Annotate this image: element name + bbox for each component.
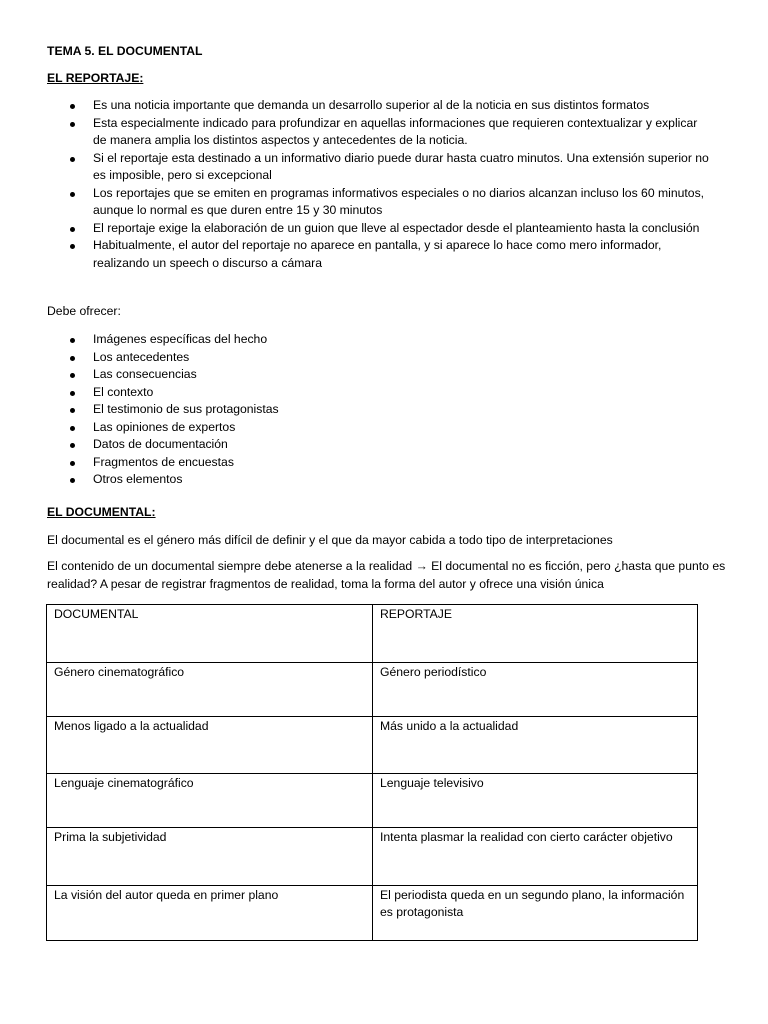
table-cell: La visión del autor queda en primer plano: [47, 886, 373, 941]
table-cell: Lenguaje cinematográfico: [47, 774, 373, 828]
table-cell: DOCUMENTAL: [47, 605, 373, 663]
table-cell: Género cinematográfico: [47, 663, 373, 717]
list-item: El reportaje exige la elaboración de un guion que lleve al espectador desde el planteamiento hasta la conclusión: [47, 220, 712, 238]
list-item: El contexto: [47, 384, 712, 402]
list-item: Datos de documentación: [47, 436, 712, 454]
table-cell: REPORTAJE: [373, 605, 698, 663]
list-item: Es una noticia importante que demanda un desarrollo superior al de la noticia en sus distintos formatos: [47, 97, 712, 115]
table-row: [47, 605, 698, 663]
document-title: TEMA 5. EL DOCUMENTAL: [47, 44, 203, 58]
reportaje-heading: EL REPORTAJE:: [47, 71, 144, 85]
list-item: El testimonio de sus protagonistas: [47, 401, 712, 419]
list-item: Los antecedentes: [47, 349, 712, 367]
table-cell: Prima la subjetividad: [47, 828, 373, 886]
list-item: Otros elementos: [47, 471, 712, 489]
documental-heading: EL DOCUMENTAL:: [47, 505, 156, 519]
list-item: Imágenes específicas del hecho: [47, 331, 712, 349]
list-item: Esta especialmente indicado para profundizar en aquellas informaciones que requieren contextualizar y explicar de manera amplia los distintos aspectos y antecedentes de la noticia.: [47, 115, 712, 150]
documental-paragraph-2: El contenido de un documental siempre debe atenerse a la realidad → El documental no es ficción, pero ¿hasta que punto es realidad? A pesar de registrar fragmentos de realidad, toma la forma del autor y ofrece una visión única: [47, 559, 726, 591]
table-cell: Lenguaje televisivo: [373, 774, 698, 828]
table-cell: Más unido a la actualidad: [373, 717, 698, 774]
table-row: [47, 717, 698, 774]
comparison-table: [46, 604, 698, 941]
list-item: Fragmentos de encuestas: [47, 454, 712, 472]
list-item: Si el reportaje esta destinado a un informativo diario puede durar hasta cuatro minutos. Una extensión superior no es imposible, pero si excepcional: [47, 150, 712, 185]
debe-ofrecer-label: Debe ofrecer:: [47, 304, 121, 318]
list-item: Las opiniones de expertos: [47, 419, 712, 437]
list-item: Habitualmente, el autor del reportaje no aparece en pantalla, y si aparece lo hace como mero informador, realizando un speech o discurso a cámara: [47, 237, 712, 272]
table-cell: Intenta plasmar la realidad con cierto carácter objetivo: [373, 828, 698, 886]
table-cell: El periodista queda en un segundo plano, la información es protagonista: [373, 886, 698, 941]
list-item: Las consecuencias: [47, 366, 712, 384]
list-item: Los reportajes que se emiten en programas informativos especiales o no diarios alcanzan incluso los 60 minutos, aunque lo normal es que duren entre 15 y 30 minutos: [47, 185, 712, 220]
reportaje-bullet-list: [47, 97, 712, 272]
table-row: [47, 886, 698, 941]
table-row: [47, 663, 698, 717]
table-row: [47, 828, 698, 886]
documental-paragraph-1: El documental es el género más difícil de definir y el que da mayor cabida a todo tipo de interpretaciones: [47, 533, 613, 547]
debe-ofrecer-list: [47, 331, 712, 489]
table-cell: Género periodístico: [373, 663, 698, 717]
table-row: [47, 774, 698, 828]
table-cell: Menos ligado a la actualidad: [47, 717, 373, 774]
